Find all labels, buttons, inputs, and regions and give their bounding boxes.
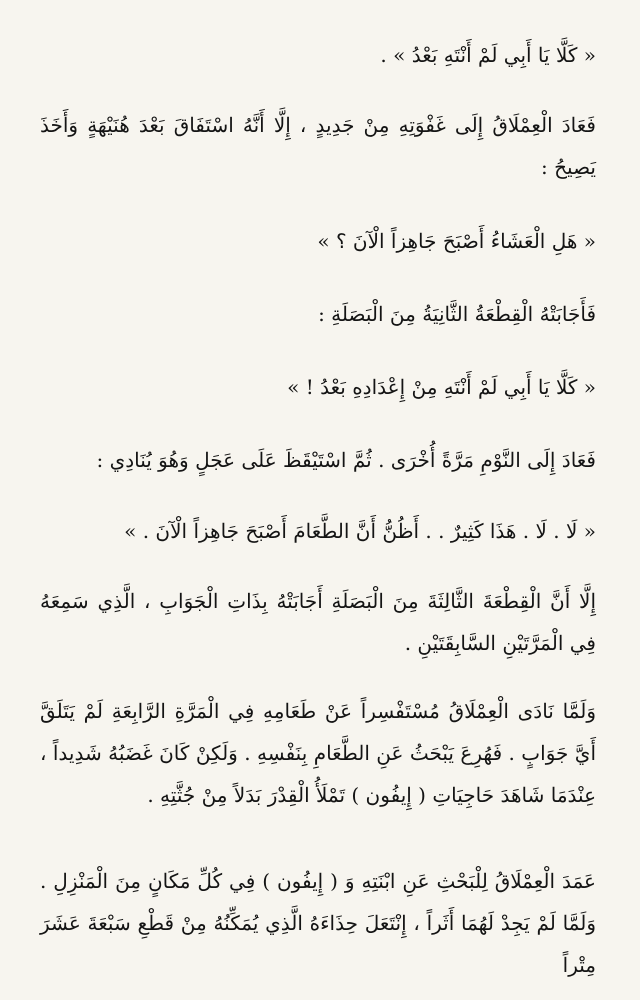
paragraph-3: « هَلِ الْعَشَاءُ أَصْبَحَ جَاهِزاً الْآنَ ؟ »: [317, 229, 596, 253]
paragraph-5: « كَلَّا يَا أَبِي لَمْ أَنْتَهِ مِنْ إِعْدَادِهِ بَعْدُ ! »: [287, 375, 596, 399]
paragraph-9: وَلَمَّا نَادَى الْعِمْلَاقُ مُسْتَفْسِراً عَنْ طَعَامِهِ فِي الْمَرَّةِ الرَّابِعَةِ لَمْ يَتَلَقَّ أَيَّ جَوَابٍ . فَهُرِعَ يَبْحَثُ عَنِ الطَّعَامِ بِنَفْسِهِ . وَلَكِنْ كَانَ غَضَبُهُ شَدِيداً ، عِنْدَمَا شَاهَدَ حَاجِيَاتِ ( إِيفُون ) تَمْلَأُ الْقِدْرَ بَدَلاً مِنْ جُثَّتِهِ .: [40, 699, 596, 807]
paragraph-7: « لَا . لَا . هَذَا كَثِيرٌ . . أَظُنُّ أَنَّ الطَّعَامَ أَصْبَحَ جَاهِزاً الْآنَ . »: [124, 519, 596, 543]
paragraph-2: فَعَادَ الْعِمْلَاقُ إِلَى غَفْوَتِهِ مِنْ جَدِيدٍ ، إِلَّا أَنَّهُ اسْتَفَاقَ بَعْدَ هُنَيْهَةٍ وَأَخَذَ يَصِيحُ :: [40, 113, 596, 179]
paragraph-4: فَأَجَابَتْهُ الْقِطْعَةُ الثَّانِيَةُ مِنَ الْبَصَلَةِ :: [318, 302, 596, 326]
paragraph-8: إِلَّا أَنَّ الْقِطْعَةَ الثَّالِثَةَ مِنَ الْبَصَلَةِ أَجَابَتْهُ بِذَاتِ الْجَوَابِ ، الَّذِي سَمِعَهُ فِي الْمَرَّتَيْنِ السَّابِقَتَيْنِ .: [40, 589, 596, 655]
paragraph-1: « كَلَّا يَا أَبِي لَمْ أَنْتَهِ بَعْدُ » .: [380, 43, 596, 67]
paragraph-10: عَمَدَ الْعِمْلَاقُ لِلْبَحْثِ عَنِ ابْنَتِهِ وَ ( إِيفُون ) فِي كُلِّ مَكَانٍ مِنَ الْمَنْزِلِ . وَلَمَّا لَمْ يَجِدْ لَهُمَا أَثَراً ، إِنْتَعَلَ حِذَاءَهُ الَّذِي يُمَكِّنُهُ مِنْ قَطْعِ سَبْعَةَ عَشَرَ مِتْراً: [40, 869, 596, 977]
paragraph-6: فَعَادَ إِلَى النَّوْمِ مَرَّةً أُخْرَى . ثُمَّ اسْتَيْقَظَ عَلَى عَجَلٍ وَهُوَ يُنَادِي :: [96, 448, 596, 472]
